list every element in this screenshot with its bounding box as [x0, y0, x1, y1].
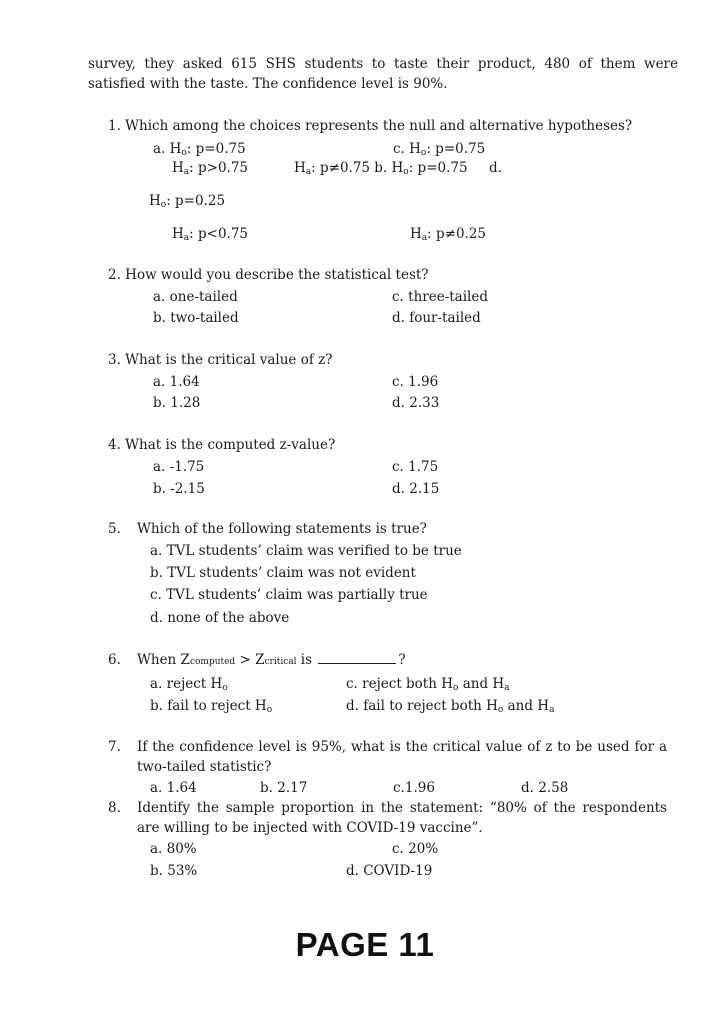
q6-number: 6.	[108, 652, 121, 668]
q6-option-a: a. reject $H_o$	[150, 676, 228, 693]
q4-stem: 4. What is the computed z-value?	[108, 437, 336, 453]
q4-option-d: d. 2.15	[392, 481, 440, 497]
q5-option-b: b. TVL students’ claim was not evident	[150, 565, 416, 581]
q4-option-b: b. -2.15	[153, 481, 205, 497]
q3-option-d: d. 2.33	[392, 395, 440, 411]
q2-stem: 2. How would you describe the statistical test?	[108, 267, 429, 283]
q6-stem: When Zcomputed > Zcritical is ?	[137, 652, 406, 668]
q5-number: 5.	[108, 521, 121, 537]
q1-option-d-alt: $H_a$: p≠0.25	[410, 226, 487, 243]
q7-option-c: c.1.96	[393, 780, 435, 796]
answer-blank	[318, 651, 396, 664]
q1-option-d-label: d.	[489, 160, 502, 176]
q1-option-a-null: a. $H_o$: p=0.75	[153, 141, 246, 158]
q1-stem: 1. Which among the choices represents the null and alternative hypotheses?	[108, 118, 633, 134]
q6-option-d: d. fail to reject both $H_o$ and $H_a$	[346, 698, 555, 715]
q4-option-c: c. 1.75	[392, 459, 439, 475]
q1-option-c-alt-b-null: $H_a$: p≠0.75 b. $H_o$: p=0.75	[294, 160, 468, 177]
q5-option-c: c. TVL students’ claim was partially true	[150, 587, 428, 603]
q2-option-b: b. two-tailed	[153, 310, 239, 326]
q5-option-a: a. TVL students’ claim was verified to be true	[150, 543, 462, 559]
q1-option-b-alt: $H_a$: p<0.75	[172, 226, 249, 243]
q8-option-d: d. COVID-19	[346, 863, 433, 879]
q2-option-c: c. three-tailed	[392, 289, 488, 305]
q6-option-c: c. reject both $H_o$ and $H_a$	[346, 676, 510, 693]
q3-option-c: c. 1.96	[392, 374, 439, 390]
q7-option-b: b. 2.17	[260, 780, 308, 796]
q8-number: 8.	[108, 800, 121, 816]
q6-option-b: b. fail to reject $H_o$	[150, 698, 273, 715]
q7-stem: If the confidence level is 95%, what is the critical value of z to be used for a two-tailed statistic?	[137, 739, 667, 775]
q2-option-d: d. four-tailed	[392, 310, 481, 326]
q8-option-c: c. 20%	[392, 841, 439, 857]
q8-stem: Identify the sample proportion in the statement: “80% of the respondents are willing to be injected with COVID-19 vaccine”.	[137, 800, 667, 836]
q8-option-a: a. 80%	[150, 841, 197, 857]
q1-option-c-null: c. $H_o$: p=0.75	[393, 141, 486, 158]
q7-number: 7.	[108, 739, 121, 755]
q5-stem: Which of the following statements is true?	[137, 521, 427, 537]
q1-option-a-alt: $H_a$: p>0.75	[172, 160, 249, 177]
q1-option-d-null: $H_o$: p=0.25	[149, 193, 226, 210]
page-number-footer: PAGE 11	[295, 926, 435, 963]
q3-option-a: a. 1.64	[153, 374, 200, 390]
q8-option-b: b. 53%	[150, 863, 198, 879]
q7-option-a: a. 1.64	[150, 780, 197, 796]
intro-paragraph: survey, they asked 615 SHS students to taste their product, 480 of them were satisfied with the taste. The confidence level is 90%.	[88, 56, 678, 92]
q3-option-b: b. 1.28	[153, 395, 201, 411]
q5-option-d: d. none of the above	[150, 610, 290, 626]
q3-stem: 3. What is the critical value of z?	[108, 352, 333, 368]
q7-option-d: d. 2.58	[521, 780, 569, 796]
q4-option-a: a. -1.75	[153, 459, 205, 475]
q2-option-a: a. one-tailed	[153, 289, 238, 305]
